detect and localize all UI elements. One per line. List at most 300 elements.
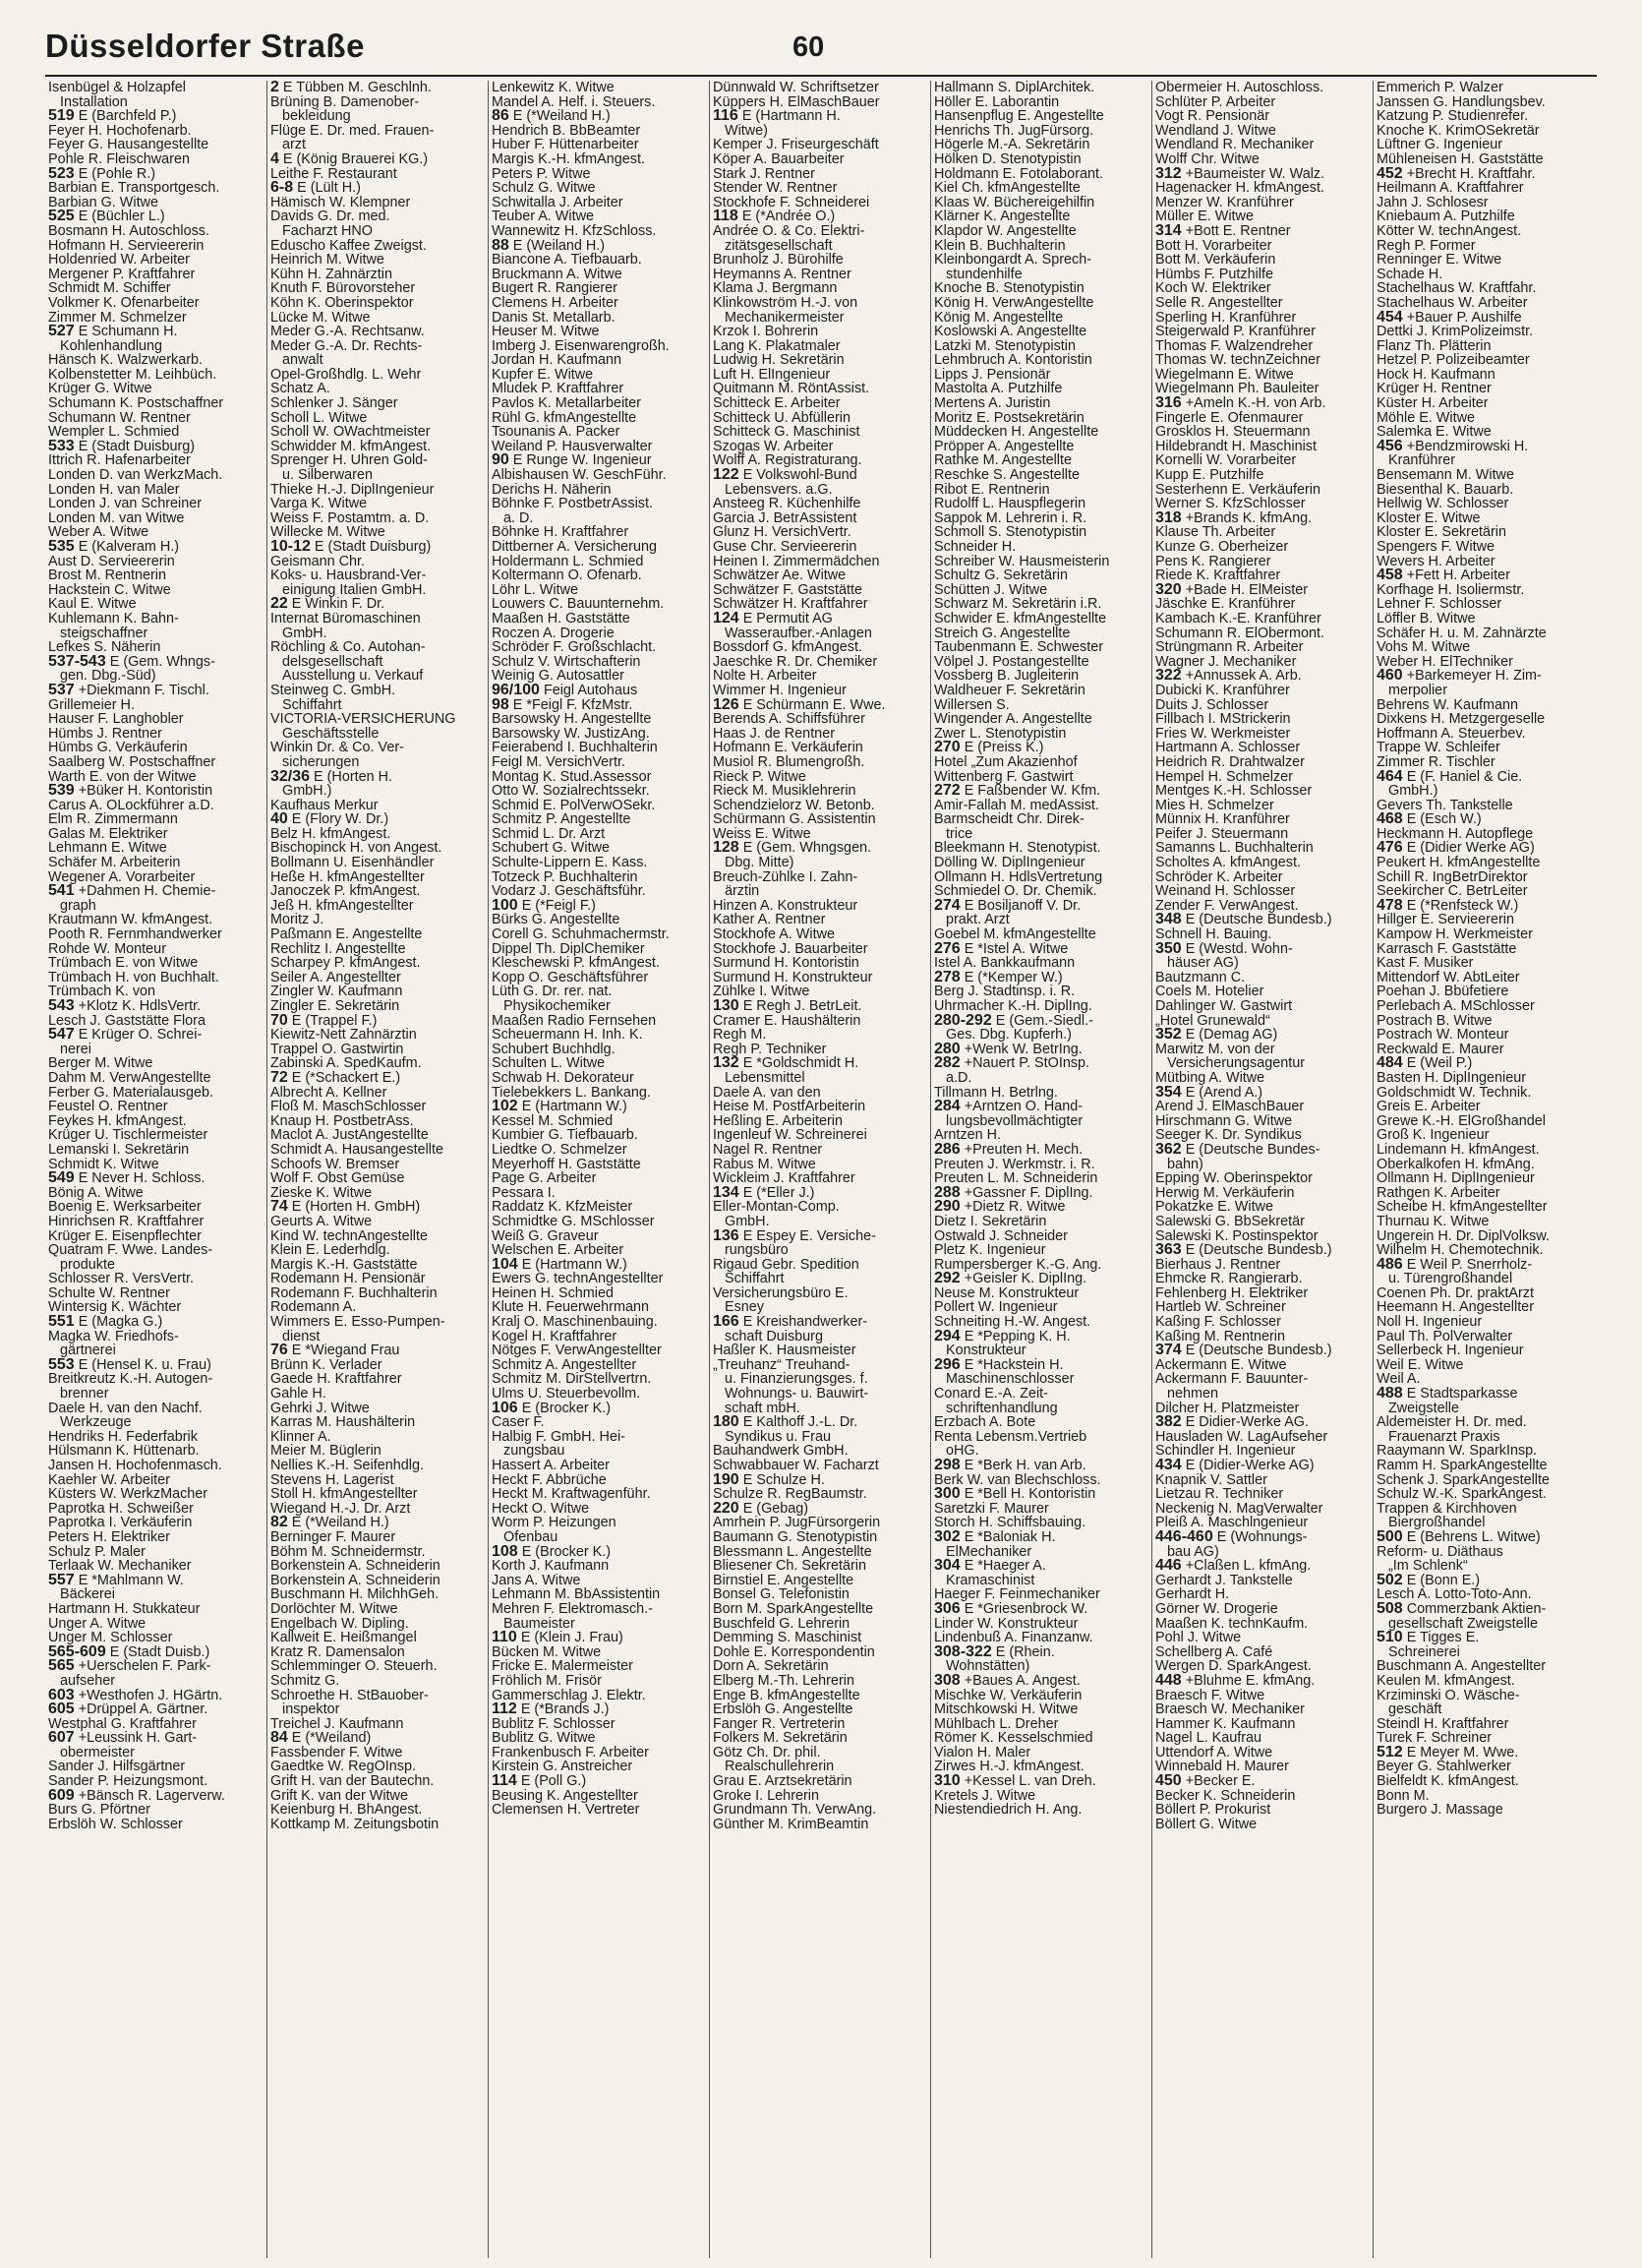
- entry-text: oHG.: [946, 1444, 979, 1459]
- resident-entry: [270, 799, 484, 813]
- house-number: 308: [934, 1673, 961, 1689]
- entry-text: Schwidder M. kfmAngest.: [270, 439, 432, 454]
- house-number: 280: [934, 1042, 961, 1057]
- entry-text: Sander J. Hilfsgärtner: [48, 1760, 186, 1775]
- entry-text: Welschen E. Arbeiter: [492, 1243, 624, 1258]
- resident-entry: [934, 985, 1147, 999]
- entry-text: Mentges K.-H. Schlosser: [1155, 784, 1313, 799]
- house-number-entry: [492, 1100, 705, 1114]
- entry-text: u. Finanzierungsges. f.: [725, 1372, 868, 1388]
- resident-entry: [1377, 913, 1590, 927]
- resident-entry: [1155, 1387, 1369, 1402]
- entry-text: Quitmann M. RöntAssist.: [713, 382, 870, 397]
- entry-text: Schulz V. Wirtschafterin: [492, 654, 641, 670]
- resident-entry: [1377, 1731, 1590, 1746]
- house-number: 363: [1155, 1243, 1182, 1258]
- resident-entry: [270, 1760, 484, 1774]
- resident-entry: [1377, 1789, 1590, 1804]
- entry-text: Vogt R. Pensionär: [1155, 109, 1269, 124]
- resident-entry: [270, 1746, 484, 1761]
- entry-text: Wiegand H.-J. Dr. Arzt: [270, 1501, 411, 1517]
- entry-text: E (Esch W.): [1406, 812, 1482, 827]
- resident-entry: [270, 468, 484, 483]
- entry-text: E (Rhein.: [995, 1644, 1055, 1660]
- resident-entry: [492, 396, 705, 411]
- entry-text: E (Trappel F.): [291, 1013, 378, 1029]
- resident-entry: [934, 109, 1147, 124]
- entry-text: Nötges F. VerwAngestellter: [492, 1343, 662, 1358]
- entry-text: Trappen & Kirchhoven: [1377, 1501, 1517, 1517]
- house-number-entry: [713, 1229, 926, 1244]
- entry-text: Trappel O. Gastwirtin: [270, 1042, 404, 1057]
- house-number-entry: [492, 698, 705, 713]
- resident-entry: [270, 655, 484, 670]
- entry-text: Schlenker J. Sänger: [270, 396, 398, 411]
- entry-text: Kumbier G. Tiefbauarb.: [492, 1128, 638, 1143]
- resident-entry: [270, 841, 484, 856]
- resident-entry: [492, 1229, 705, 1244]
- resident-entry: [270, 1158, 484, 1172]
- entry-text: E (*Feigl F.): [521, 898, 596, 914]
- resident-entry: [270, 1272, 484, 1286]
- resident-entry: [1377, 253, 1590, 268]
- house-number-entry: [1155, 1459, 1369, 1473]
- resident-entry: [270, 511, 484, 526]
- resident-entry: [713, 296, 926, 311]
- resident-entry: [1377, 1402, 1590, 1416]
- entry-text: +Brands K. kfmAng.: [1185, 510, 1313, 526]
- house-number: 508: [1377, 1601, 1403, 1617]
- entry-text: Dorn A. Sekretärin: [713, 1659, 829, 1674]
- entry-text: Istel A. Bankkaufmann: [934, 956, 1076, 971]
- entry-text: Fries W. Werkmeister: [1155, 726, 1291, 742]
- resident-entry: [492, 81, 705, 95]
- entry-text: Geurts A. Witwe: [270, 1214, 373, 1229]
- resident-entry: [492, 1574, 705, 1588]
- entry-text: Geschäftsstelle: [282, 726, 380, 742]
- resident-entry: [48, 396, 263, 411]
- resident-entry: [934, 353, 1147, 368]
- resident-entry: [713, 224, 926, 239]
- house-number-entry: [48, 1574, 263, 1588]
- entry-text: geschäft: [1388, 1702, 1442, 1717]
- resident-entry: [492, 999, 705, 1014]
- entry-text: Wintersig K. Wächter: [48, 1300, 182, 1316]
- resident-entry: [713, 1487, 926, 1502]
- entry-text: E Kalthoff J.-L. Dr.: [742, 1415, 858, 1430]
- resident-entry: [934, 927, 1147, 942]
- entry-text: E (Preiss K.): [964, 741, 1044, 755]
- house-number: 450: [1155, 1774, 1182, 1789]
- resident-entry: [1377, 727, 1590, 742]
- entry-text: E Regh J. BetrLeit.: [742, 999, 862, 1014]
- entry-text: Bleekmann H. Stenotypist.: [934, 841, 1101, 857]
- resident-entry: [270, 1587, 484, 1602]
- resident-entry: [492, 1056, 705, 1071]
- entry-text: graph: [60, 898, 96, 914]
- resident-entry: [713, 138, 926, 152]
- entry-text: Peters P. Witwe: [492, 166, 591, 182]
- house-number-entry: [1377, 1387, 1590, 1402]
- resident-entry: [934, 1760, 1147, 1774]
- house-number-entry: [48, 1171, 263, 1186]
- entry-text: Hölken D. Stenotypistin: [934, 151, 1082, 167]
- resident-entry: [713, 1086, 926, 1101]
- resident-entry: [48, 1229, 263, 1244]
- entry-text: Noll H. Ingenieur: [1377, 1315, 1483, 1330]
- entry-text: Lindenbuß A. Finanzanw.: [934, 1631, 1093, 1645]
- resident-entry: [270, 971, 484, 985]
- entry-text: Hoffmann A. Steuerbev.: [1377, 726, 1526, 742]
- resident-entry: [48, 253, 263, 268]
- entry-text: Warth E. von der Witwe: [48, 769, 197, 785]
- entry-text: Roczen A. Drogerie: [492, 626, 615, 641]
- entry-text: Karrasch F. Gaststätte: [1377, 941, 1517, 957]
- entry-text: bahn): [1167, 1157, 1203, 1172]
- entry-text: Ackermann F. Bauunter-: [1155, 1372, 1309, 1388]
- resident-entry: [48, 856, 263, 870]
- resident-entry: [492, 268, 705, 282]
- resident-entry: [1155, 1300, 1369, 1315]
- entry-text: Hofmann H. Servieererin: [48, 238, 205, 254]
- resident-entry: [934, 368, 1147, 383]
- resident-entry: [1155, 956, 1369, 971]
- house-number-entry: [48, 784, 263, 799]
- house-number-entry: [1155, 1415, 1369, 1430]
- resident-entry: [934, 497, 1147, 511]
- resident-entry: [934, 1689, 1147, 1703]
- entry-text: Kleschewski P. kfmAngest.: [492, 956, 660, 971]
- entry-text: Brünn K. Verlader: [270, 1357, 382, 1373]
- resident-entry: [713, 583, 926, 598]
- entry-text: E (Stadt Duisb.): [109, 1644, 210, 1660]
- resident-entry: [492, 1760, 705, 1774]
- resident-entry: [270, 95, 484, 110]
- resident-entry: [713, 1430, 926, 1445]
- entry-text: Feustel O. Rentner: [48, 1100, 168, 1114]
- entry-text: Ewers G. technAngestellter: [492, 1272, 664, 1286]
- resident-entry: [1155, 382, 1369, 396]
- resident-entry: [1377, 1229, 1590, 1244]
- resident-entry: [492, 411, 705, 426]
- resident-entry: [270, 425, 484, 440]
- entry-text: Scholtes A. kfmAngest.: [1155, 856, 1301, 870]
- entry-text: Poehan J. Bbüfetiere: [1377, 985, 1509, 999]
- resident-entry: [1155, 1229, 1369, 1244]
- resident-entry: [492, 1789, 705, 1804]
- entry-text: Schütten J. Witwe: [934, 582, 1048, 598]
- entry-text: Gaede H. Kraftfahrer: [270, 1372, 402, 1388]
- resident-entry: [713, 1358, 926, 1373]
- entry-text: Kiel Ch. kfmAngestellte: [934, 181, 1081, 196]
- entry-text: Quatram F. Wwe. Landes-: [48, 1243, 213, 1258]
- resident-entry: [270, 1545, 484, 1560]
- resident-entry: [48, 1186, 263, 1201]
- house-number-entry: [270, 1071, 484, 1086]
- resident-entry: [713, 1143, 926, 1158]
- resident-entry: [270, 1774, 484, 1789]
- resident-entry: [492, 1803, 705, 1818]
- entry-text: „Treuhanz“ Treuhand-: [713, 1357, 850, 1373]
- resident-entry: [48, 1343, 263, 1358]
- entry-text: Maaßen H. Gaststätte: [492, 611, 630, 627]
- entry-text: „Hotel Grunewald“: [1155, 1013, 1270, 1029]
- resident-entry: [1377, 1114, 1590, 1129]
- entry-text: Physikochemiker: [503, 999, 611, 1014]
- entry-text: Maclot A. JustAngestellte: [270, 1128, 429, 1143]
- entry-text: Baumann G. Stenotypistin: [713, 1529, 878, 1545]
- entry-text: Feykes H. kfmAngest.: [48, 1113, 187, 1129]
- house-number: 535: [48, 540, 75, 555]
- entry-text: Brüning B. Damenober-: [270, 94, 420, 110]
- house-number-entry: [1377, 440, 1590, 454]
- resident-entry: [270, 440, 484, 454]
- house-number: 272: [934, 784, 961, 799]
- house-number: 603: [48, 1688, 75, 1703]
- entry-text: Neckenig N. MagVerwalter: [1155, 1501, 1323, 1517]
- house-number-entry: [48, 1645, 263, 1660]
- resident-entry: [1377, 411, 1590, 426]
- entry-text: Blessmann L. Angestellte: [713, 1544, 872, 1560]
- entry-text: Schneiting H.-W. Angest.: [934, 1315, 1091, 1330]
- resident-entry: [270, 453, 484, 468]
- entry-text: E (Gem. Whngsgen.: [742, 841, 872, 857]
- entry-text: +Baumeister W. Walz.: [1185, 166, 1325, 182]
- entry-text: Storch H. Schiffsbauing.: [934, 1516, 1086, 1530]
- resident-entry: [492, 597, 705, 612]
- entry-text: Zühlke I. Witwe: [713, 985, 810, 999]
- directory-column-3: [488, 81, 709, 2258]
- entry-text: Rieck M. Musiklehrerin: [713, 784, 856, 799]
- entry-text: Schendzielorz W. Betonb.: [713, 798, 875, 813]
- resident-entry: [1155, 453, 1369, 468]
- resident-entry: [934, 1300, 1147, 1315]
- entry-text: Schäfer H. u. M. Zahnärzte: [1377, 626, 1547, 641]
- resident-entry: [492, 627, 705, 641]
- resident-entry: [48, 1774, 263, 1789]
- entry-text: E (Horten H.: [314, 769, 393, 785]
- resident-entry: [934, 1171, 1147, 1186]
- entry-text: Luft H. ElIngenieur: [713, 367, 831, 383]
- house-number-entry: [713, 612, 926, 627]
- entry-text: E *Hackstein H.: [964, 1357, 1064, 1373]
- entry-text: Kiewitz-Nett Zahnärztin: [270, 1028, 417, 1043]
- entry-text: VICTORIA-VERSICHERUNG: [270, 712, 456, 727]
- resident-entry: [1155, 684, 1369, 698]
- resident-entry: [270, 999, 484, 1014]
- entry-text: Surmund H. Konstrukteur: [713, 970, 873, 985]
- entry-text: E Volkswohl-Bund: [742, 468, 857, 483]
- entry-text: Musiol R. Blumengroßh.: [713, 754, 865, 770]
- entry-text: Beusing K. Angestellter: [492, 1788, 638, 1804]
- resident-entry: [270, 209, 484, 224]
- resident-entry: [1377, 1473, 1590, 1488]
- resident-entry: [48, 1473, 263, 1488]
- resident-entry: [492, 253, 705, 268]
- house-number: 294: [934, 1329, 961, 1344]
- entry-text: brenner: [60, 1387, 109, 1402]
- entry-text: Ulms U. Steuerbevollm.: [492, 1387, 641, 1402]
- entry-text: Löffler B. Witwe: [1377, 611, 1476, 627]
- resident-entry: [713, 353, 926, 368]
- entry-text: Kirstein G. Anstreicher: [492, 1760, 633, 1775]
- resident-entry: [492, 1502, 705, 1517]
- entry-text: Steindl H. Kraftfahrer: [1377, 1716, 1509, 1732]
- entry-text: Hallmann S. DiplArchitek.: [934, 81, 1095, 95]
- resident-entry: [1155, 311, 1369, 326]
- resident-entry: [1377, 1043, 1590, 1057]
- resident-entry: [934, 812, 1147, 827]
- entry-text: Hümbs J. Rentner: [48, 726, 162, 742]
- resident-entry: [1155, 1818, 1369, 1832]
- resident-entry: [713, 741, 926, 755]
- entry-text: Schwarz M. Sekretärin i.R.: [934, 597, 1102, 612]
- resident-entry: [1155, 856, 1369, 870]
- entry-text: Eller-Montan-Comp.: [713, 1200, 840, 1215]
- entry-text: Hofmann E. Verkäuferin: [713, 741, 863, 755]
- resident-entry: [1155, 152, 1369, 167]
- resident-entry: [713, 770, 926, 785]
- resident-entry: [1155, 1645, 1369, 1660]
- resident-entry: [270, 124, 484, 139]
- resident-entry: [1155, 1473, 1369, 1488]
- entry-text: +Uerschelen F. Park-: [78, 1659, 211, 1674]
- resident-entry: [934, 1158, 1147, 1172]
- entry-text: trice: [946, 826, 973, 842]
- house-number-entry: [48, 1731, 263, 1746]
- resident-entry: [934, 1215, 1147, 1229]
- resident-entry: [1377, 985, 1590, 999]
- house-number: 282: [934, 1056, 961, 1071]
- resident-entry: [1377, 239, 1590, 254]
- entry-text: Haeger F. Feinmechaniker: [934, 1587, 1100, 1602]
- house-number: 525: [48, 209, 75, 224]
- house-number: 374: [1155, 1343, 1182, 1358]
- resident-entry: [1155, 353, 1369, 368]
- entry-text: Gaedtke W. RegOInsp.: [270, 1760, 416, 1775]
- entry-text: Frauenarzt Praxis: [1388, 1429, 1500, 1445]
- resident-entry: [934, 913, 1147, 927]
- resident-entry: [48, 827, 263, 842]
- entry-text: E (*Eller J.): [742, 1185, 815, 1201]
- entry-text: Schulten L. Witwe: [492, 1056, 606, 1071]
- house-number-entry: [934, 1200, 1147, 1215]
- entry-text: Schmitz A. Angestellter: [492, 1357, 637, 1373]
- house-number-entry: [48, 209, 263, 224]
- entry-text: Zirwes H.-J. kfmAngest.: [934, 1760, 1085, 1775]
- entry-text: +Klotz K. HdlsVertr.: [78, 999, 202, 1014]
- resident-entry: [1155, 1574, 1369, 1588]
- entry-text: Günther M. KrimBeamtin: [713, 1817, 869, 1832]
- resident-entry: [713, 856, 926, 870]
- entry-text: Uttendorf A. Witwe: [1155, 1745, 1273, 1761]
- entry-text: Bischopinck H. von Angest.: [270, 841, 442, 857]
- resident-entry: [492, 1731, 705, 1746]
- entry-text: Stark J. Rentner: [713, 166, 815, 182]
- entry-text: Schellberg A. Café: [1155, 1644, 1273, 1660]
- house-number-entry: [270, 1516, 484, 1530]
- entry-text: Stockhofe F. Schneiderei: [713, 195, 870, 210]
- entry-text: Flüge E. Dr. med. Frauen-: [270, 123, 435, 139]
- entry-text: Klute H. Feuerwehrmann: [492, 1300, 649, 1316]
- entry-text: Knoche K. KrimOSekretär: [1377, 123, 1540, 139]
- house-number: 512: [1377, 1745, 1403, 1761]
- resident-entry: [1377, 870, 1590, 885]
- entry-text: Röchling & Co. Autohan-: [270, 640, 426, 655]
- resident-entry: [270, 1502, 484, 1517]
- entry-text: Amrhein P. JugFürsorgerin: [713, 1516, 881, 1530]
- resident-entry: [1155, 827, 1369, 842]
- house-number-entry: [270, 812, 484, 827]
- entry-text: Winnebald H. Maurer: [1155, 1760, 1289, 1775]
- entry-text: Lehmann M. BbAssistentin: [492, 1587, 661, 1602]
- resident-entry: [1377, 1315, 1590, 1330]
- entry-text: Schitteck U. Abfüllerin: [713, 410, 850, 426]
- resident-entry: [492, 440, 705, 454]
- house-number-entry: [48, 1789, 263, 1804]
- resident-entry: [1377, 784, 1590, 799]
- house-number: 70: [270, 1013, 288, 1029]
- house-number: 551: [48, 1315, 75, 1330]
- entry-text: Barmscheidt Chr. Direk-: [934, 812, 1085, 827]
- resident-entry: [1377, 540, 1590, 555]
- entry-text: Moritz E. Postsekretärin: [934, 410, 1085, 426]
- resident-entry: [48, 1143, 263, 1158]
- entry-text: Kramaschinist: [946, 1573, 1035, 1588]
- entry-text: Vodarz J. Geschäftsführ.: [492, 884, 646, 899]
- house-number-entry: [1377, 669, 1590, 684]
- resident-entry: [1155, 81, 1369, 95]
- house-number: 500: [1377, 1529, 1403, 1545]
- entry-text: Seiler A. Angestellter: [270, 970, 401, 985]
- resident-entry: [1155, 812, 1369, 827]
- resident-entry: [934, 727, 1147, 742]
- entry-text: Ollmann H. HdlsVertretung: [934, 869, 1103, 885]
- entry-text: Kupfer E. Witwe: [492, 367, 594, 383]
- resident-entry: [1155, 525, 1369, 540]
- resident-entry: [492, 1071, 705, 1086]
- entry-text: Volkmer K. Ofenarbeiter: [48, 295, 200, 311]
- house-number-entry: [1155, 396, 1369, 411]
- resident-entry: [1155, 483, 1369, 498]
- entry-text: E (Weil P.): [1406, 1056, 1473, 1071]
- house-number: 180: [713, 1415, 739, 1430]
- resident-entry: [713, 942, 926, 957]
- entry-text: Wolf F. Obst Gemüse: [270, 1171, 405, 1186]
- entry-text: Commerzbank Aktien-: [1406, 1601, 1547, 1617]
- entry-text: E Faßbender W. Kfm.: [964, 784, 1101, 799]
- house-number-entry: [713, 1315, 926, 1330]
- entry-text: Schumann K. Postschaffner: [48, 396, 224, 411]
- entry-text: Sperling H. Kranführer: [1155, 310, 1297, 326]
- entry-text: E (Stadt Duisburg): [78, 439, 196, 454]
- resident-entry: [934, 1028, 1147, 1043]
- resident-entry: [48, 497, 263, 511]
- entry-text: Klause Th. Arbeiter: [1155, 525, 1276, 540]
- house-number: 362: [1155, 1142, 1182, 1158]
- house-number-entry: [713, 209, 926, 224]
- entry-text: Berger M. Witwe: [48, 1056, 153, 1071]
- resident-entry: [713, 1258, 926, 1273]
- entry-text: Trümbach E. von Witwe: [48, 956, 199, 971]
- entry-text: Krüger G. Witwe: [48, 382, 152, 397]
- house-number: 476: [1377, 841, 1403, 857]
- entry-text: Mittendorf W. AbtLeiter: [1377, 970, 1520, 985]
- resident-entry: [1377, 138, 1590, 152]
- resident-entry: [1377, 1100, 1590, 1114]
- entry-text: Lehmbruch A. Kontoristin: [934, 353, 1092, 368]
- entry-text: Floß M. MaschSchlosser: [270, 1100, 427, 1114]
